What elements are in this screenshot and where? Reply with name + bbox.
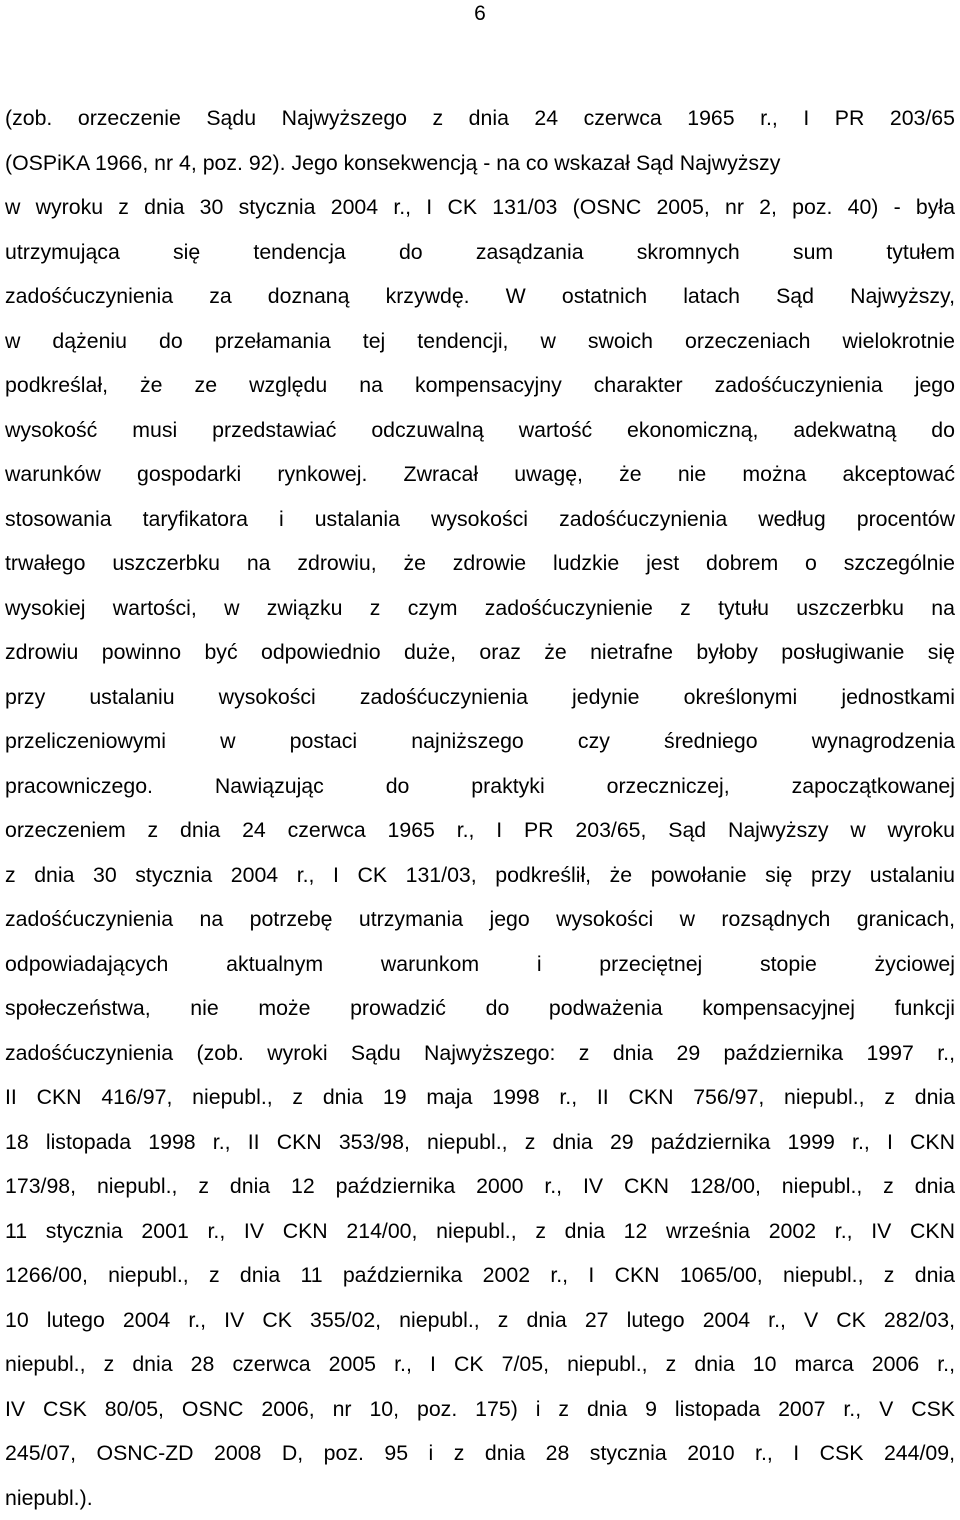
text-line: wysokość musi przedstawiać odczuwalną wartość ekonomiczną, adekwatną do xyxy=(5,408,955,453)
text-line: 10 lutego 2004 r., IV CK 355/02, niepubl., z dnia 27 lutego 2004 r., V CK 282/03, xyxy=(5,1298,955,1343)
text-line: 173/98, niepubl., z dnia 12 października 2000 r., IV CKN 128/00, niepubl., z dnia xyxy=(5,1164,955,1209)
text-line: IV CSK 80/05, OSNC 2006, nr 10, poz. 175) i z dnia 9 listopada 2007 r., V CSK xyxy=(5,1387,955,1432)
body-paragraph xyxy=(5,96,955,1520)
text-line: zadośćuczynienia za doznaną krzywdę. W ostatnich latach Sąd Najwyższy, xyxy=(5,274,955,319)
text-line: warunków gospodarki rynkowej. Zwracał uwagę, że nie można akceptować xyxy=(5,452,955,497)
text-line: zadośćuczynienia (zob. wyroki Sądu Najwyższego: z dnia 29 października 1997 r., xyxy=(5,1031,955,1076)
text-line: odpowiadających aktualnym warunkom i przeciętnej stopie życiowej xyxy=(5,942,955,987)
text-line: niepubl.). xyxy=(5,1476,955,1520)
page-number: 6 xyxy=(0,2,960,26)
text-line: 11 stycznia 2001 r., IV CKN 214/00, niepubl., z dnia 12 września 2002 r., IV CKN xyxy=(5,1209,955,1254)
text-line: przy ustalaniu wysokości zadośćuczynienia jedynie określonymi jednostkami xyxy=(5,675,955,720)
text-line: wysokiej wartości, w związku z czym zadośćuczynienie z tytułu uszczerbku na xyxy=(5,586,955,631)
text-line: zdrowiu powinno być odpowiednio duże, oraz że nietrafne byłoby posługiwanie się xyxy=(5,630,955,675)
text-line: trwałego uszczerbku na zdrowiu, że zdrowie ludzkie jest dobrem o szczególnie xyxy=(5,541,955,586)
text-line: 1266/00, niepubl., z dnia 11 października 2002 r., I CKN 1065/00, niepubl., z dnia xyxy=(5,1253,955,1298)
text-line: społeczeństwa, nie może prowadzić do podważenia kompensacyjnej funkcji xyxy=(5,986,955,1031)
text-line: z dnia 30 stycznia 2004 r., I CK 131/03, podkreślił, że powołanie się przy ustalaniu xyxy=(5,853,955,898)
text-line: niepubl., z dnia 28 czerwca 2005 r., I CK 7/05, niepubl., z dnia 10 marca 2006 r., xyxy=(5,1342,955,1387)
text-line: 18 listopada 1998 r., II CKN 353/98, niepubl., z dnia 29 października 1999 r., I CKN xyxy=(5,1120,955,1165)
text-line: przeliczeniowymi w postaci najniższego czy średniego wynagrodzenia xyxy=(5,719,955,764)
text-line: w dążeniu do przełamania tej tendencji, w swoich orzeczeniach wielokrotnie xyxy=(5,319,955,364)
text-line: (OSPiKA 1966, nr 4, poz. 92). Jego konsekwencją - na co wskazał Sąd Najwyższy xyxy=(5,141,955,186)
text-line: orzeczeniem z dnia 24 czerwca 1965 r., I PR 203/65, Sąd Najwyższy w wyroku xyxy=(5,808,955,853)
text-line: 245/07, OSNC-ZD 2008 D, poz. 95 i z dnia 28 stycznia 2010 r., I CSK 244/09, xyxy=(5,1431,955,1476)
text-line: zadośćuczynienia na potrzebę utrzymania jego wysokości w rozsądnych granicach, xyxy=(5,897,955,942)
text-line: w wyroku z dnia 30 stycznia 2004 r., I CK 131/03 (OSNC 2005, nr 2, poz. 40) - była xyxy=(5,185,955,230)
text-line: pracowniczego. Nawiązując do praktyki orzeczniczej, zapoczątkowanej xyxy=(5,764,955,809)
text-line: utrzymująca się tendencja do zasądzania skromnych sum tytułem xyxy=(5,230,955,275)
text-line: II CKN 416/97, niepubl., z dnia 19 maja 1998 r., II CKN 756/97, niepubl., z dnia xyxy=(5,1075,955,1120)
text-line: podkreślał, że ze względu na kompensacyjny charakter zadośćuczynienia jego xyxy=(5,363,955,408)
text-line: stosowania taryfikatora i ustalania wysokości zadośćuczynienia według procentów xyxy=(5,497,955,542)
text-line: (zob. orzeczenie Sądu Najwyższego z dnia 24 czerwca 1965 r., I PR 203/65 xyxy=(5,96,955,141)
